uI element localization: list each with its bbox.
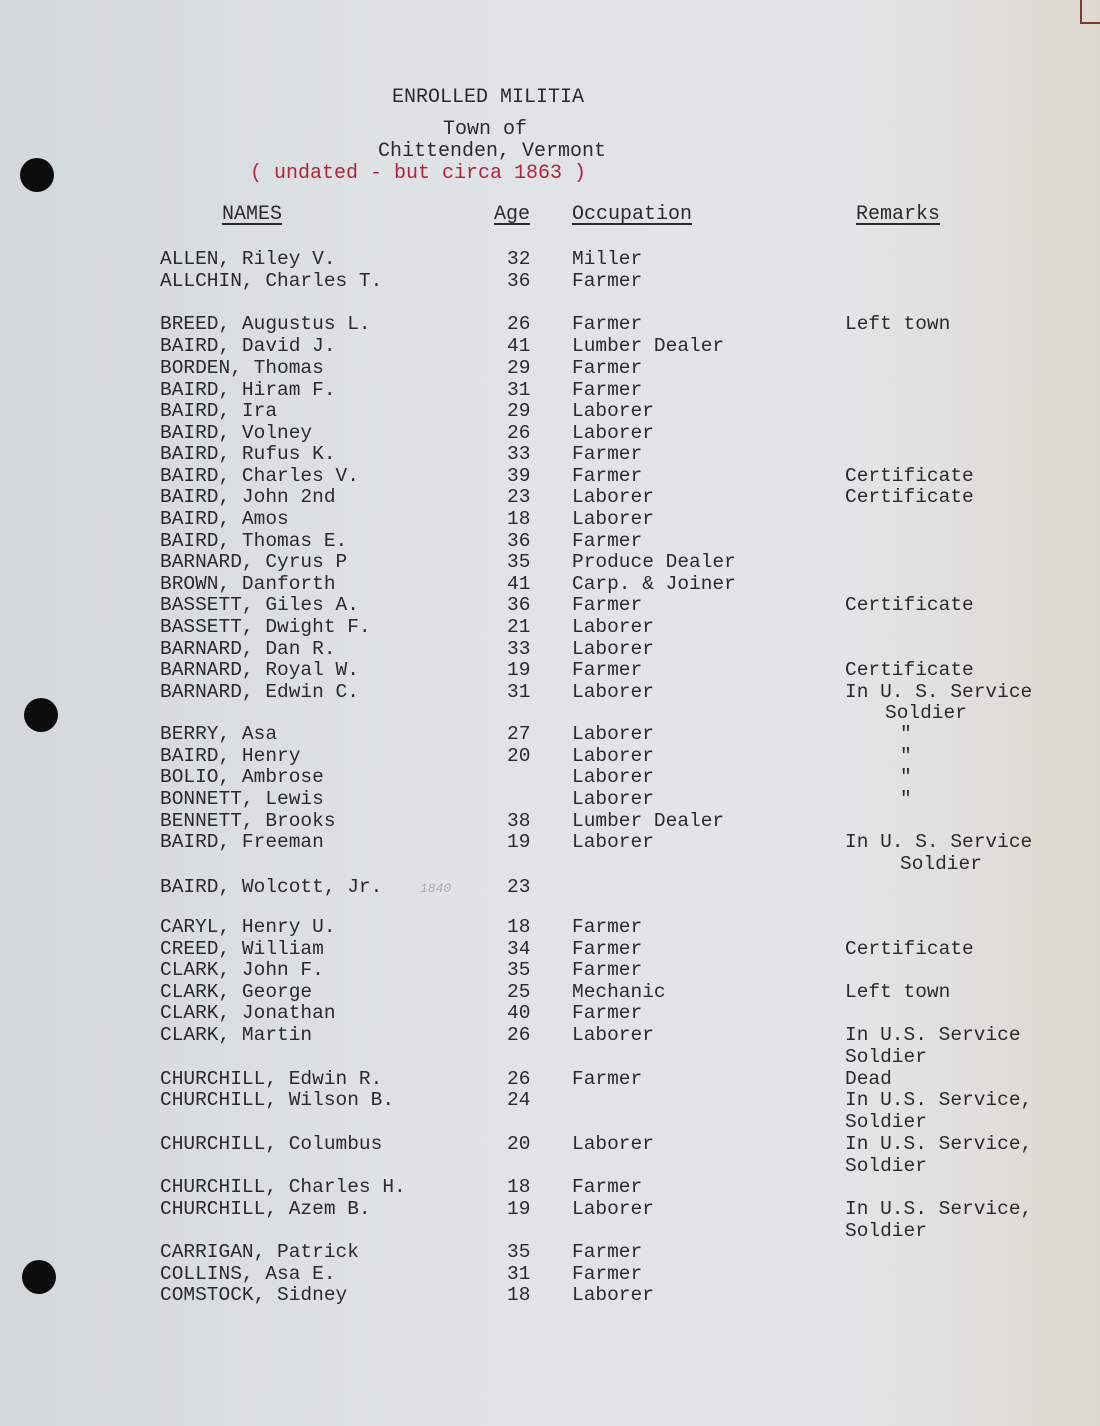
person-occupation: Farmer — [572, 959, 643, 981]
roster-row — [0, 810, 1100, 832]
person-name: BONNETT, Lewis — [160, 788, 324, 810]
roster-row — [0, 616, 1100, 638]
roster-row — [0, 1284, 1100, 1306]
person-age: 19 — [507, 659, 531, 681]
person-remarks: " — [900, 766, 912, 788]
roster-row — [0, 486, 1100, 508]
person-age: 36 — [507, 270, 531, 292]
person-name: CLARK, John F. — [160, 959, 324, 981]
person-remarks: Soldier — [845, 1220, 927, 1242]
person-name: BENNETT, Brooks — [160, 810, 336, 832]
roster-row — [0, 1220, 1100, 1242]
person-age: 41 — [507, 335, 531, 357]
person-remarks: Left town — [845, 313, 951, 335]
roster-row — [0, 1176, 1100, 1198]
person-name: BAIRD, John 2nd — [160, 486, 336, 508]
person-age: 35 — [507, 1241, 531, 1263]
person-name: BARNARD, Dan R. — [160, 638, 336, 660]
person-remarks: Certificate — [845, 465, 974, 487]
person-age: 18 — [507, 1176, 531, 1198]
person-occupation: Laborer — [572, 1198, 654, 1220]
person-age: 36 — [507, 594, 531, 616]
roster-row — [0, 938, 1100, 960]
person-name: BAIRD, Charles V. — [160, 465, 359, 487]
roster-row — [0, 1111, 1100, 1133]
document-title: ENROLLED MILITIA — [392, 86, 585, 109]
person-name: BAIRD, Henry — [160, 745, 301, 767]
person-name: BREED, Augustus L. — [160, 313, 371, 335]
person-remarks: Soldier — [845, 1155, 927, 1177]
roster-row — [0, 702, 1100, 724]
person-age: 18 — [507, 1284, 531, 1306]
person-age: 18 — [507, 508, 531, 530]
person-age: 26 — [507, 1024, 531, 1046]
column-header-occupation: Occupation — [572, 203, 693, 226]
person-age: 39 — [507, 465, 531, 487]
person-remarks: " — [900, 745, 912, 767]
roster-row — [0, 766, 1100, 788]
person-remarks: " — [900, 788, 912, 810]
person-occupation: Farmer — [572, 1263, 643, 1285]
person-occupation: Farmer — [572, 1068, 643, 1090]
person-occupation: Carp. & Joiner — [572, 573, 736, 595]
person-occupation: Laborer — [572, 422, 654, 444]
person-occupation: Laborer — [572, 1024, 654, 1046]
person-age: 38 — [507, 810, 531, 832]
person-occupation: Laborer — [572, 745, 654, 767]
column-header-remarks: Remarks — [856, 203, 941, 226]
person-name: BAIRD, Wolcott, Jr. — [160, 876, 383, 898]
roster-row — [0, 465, 1100, 487]
roster-row — [0, 270, 1100, 292]
roster-row — [0, 659, 1100, 681]
person-age: 19 — [507, 831, 531, 853]
column-header-names: NAMES — [222, 203, 283, 226]
person-age: 34 — [507, 938, 531, 960]
person-remarks: Soldier — [845, 1111, 927, 1133]
person-remarks: " — [900, 723, 912, 745]
person-name: BAIRD, Thomas E. — [160, 530, 348, 552]
person-remarks: Certificate — [845, 486, 974, 508]
person-age: 21 — [507, 616, 531, 638]
person-remarks: In U.S. Service, — [845, 1089, 1033, 1111]
person-name: BAIRD, Freeman — [160, 831, 324, 853]
roster-row — [0, 681, 1100, 703]
roster-row — [0, 723, 1100, 745]
person-remarks: Certificate — [845, 938, 974, 960]
person-name: BASSETT, Dwight F. — [160, 616, 371, 638]
person-name: ALLEN, Riley V. — [160, 248, 336, 270]
person-name: BASSETT, Giles A. — [160, 594, 359, 616]
person-occupation: Farmer — [572, 530, 643, 552]
person-occupation: Farmer — [572, 313, 643, 335]
roster-row — [0, 1198, 1100, 1220]
person-occupation: Laborer — [572, 681, 654, 703]
person-age: 31 — [507, 681, 531, 703]
person-occupation: Farmer — [572, 443, 643, 465]
person-remarks: Soldier — [845, 1046, 927, 1068]
roster-row — [0, 443, 1100, 465]
person-occupation: Farmer — [572, 357, 643, 379]
person-occupation: Farmer — [572, 379, 643, 401]
person-name: CLARK, Martin — [160, 1024, 313, 1046]
roster-row — [0, 573, 1100, 595]
person-occupation: Laborer — [572, 1133, 654, 1155]
person-occupation: Farmer — [572, 938, 643, 960]
person-age: 25 — [507, 981, 531, 1003]
person-age: 35 — [507, 551, 531, 573]
roster-row — [0, 335, 1100, 357]
person-age: 26 — [507, 313, 531, 335]
person-age: 26 — [507, 1068, 531, 1090]
person-name: CHURCHILL, Charles H. — [160, 1176, 406, 1198]
roster-row — [0, 357, 1100, 379]
person-age: 23 — [507, 486, 531, 508]
person-occupation: Produce Dealer — [572, 551, 736, 573]
person-age: 36 — [507, 530, 531, 552]
person-name: BAIRD, David J. — [160, 335, 336, 357]
person-name: BERRY, Asa — [160, 723, 278, 745]
person-age: 33 — [507, 443, 531, 465]
roster-row — [0, 379, 1100, 401]
town-label: Town of — [443, 118, 528, 141]
person-age: 18 — [507, 916, 531, 938]
roster-row — [0, 1155, 1100, 1177]
person-occupation: Lumber Dealer — [572, 335, 725, 357]
roster-row — [0, 916, 1100, 938]
person-name: BARNARD, Cyrus P — [160, 551, 348, 573]
person-occupation: Farmer — [572, 916, 643, 938]
roster-row — [0, 422, 1100, 444]
person-occupation: Miller — [572, 248, 643, 270]
person-remarks: Soldier — [885, 702, 967, 724]
person-occupation: Farmer — [572, 1176, 643, 1198]
person-occupation: Laborer — [572, 831, 654, 853]
roster-row — [0, 959, 1100, 981]
person-name: BOLIO, Ambrose — [160, 766, 324, 788]
roster-row — [0, 1002, 1100, 1024]
roster-row — [0, 853, 1100, 875]
person-occupation: Laborer — [572, 788, 654, 810]
person-occupation: Farmer — [572, 270, 643, 292]
person-occupation: Farmer — [572, 1002, 643, 1024]
person-age: 33 — [507, 638, 531, 660]
person-name: CHURCHILL, Columbus — [160, 1133, 383, 1155]
roster-row — [0, 508, 1100, 530]
roster-row — [0, 400, 1100, 422]
person-name: CLARK, George — [160, 981, 313, 1003]
person-name: BROWN, Danforth — [160, 573, 336, 595]
punch-hole — [20, 158, 54, 192]
person-occupation: Laborer — [572, 1284, 654, 1306]
roster-row — [0, 1241, 1100, 1263]
roster-row — [0, 248, 1100, 270]
person-name: CHURCHILL, Azem B. — [160, 1198, 371, 1220]
person-remarks: Left town — [845, 981, 951, 1003]
person-remarks: Certificate — [845, 659, 974, 681]
roster-row — [0, 1263, 1100, 1285]
person-age: 26 — [507, 422, 531, 444]
person-age: 20 — [507, 1133, 531, 1155]
roster-row — [0, 981, 1100, 1003]
person-remarks: In U. S. Service — [845, 681, 1033, 703]
person-occupation: Mechanic — [572, 981, 666, 1003]
roster-row — [0, 1068, 1100, 1090]
roster-row — [0, 876, 1100, 898]
person-age: 20 — [507, 745, 531, 767]
person-occupation: Laborer — [572, 723, 654, 745]
person-occupation: Lumber Dealer — [572, 810, 725, 832]
person-age: 41 — [507, 573, 531, 595]
roster-row — [0, 745, 1100, 767]
roster-row — [0, 594, 1100, 616]
person-remarks: Certificate — [845, 594, 974, 616]
roster-row — [0, 1133, 1100, 1155]
person-occupation: Farmer — [572, 594, 643, 616]
person-age: 31 — [507, 379, 531, 401]
person-name: ALLCHIN, Charles T. — [160, 270, 383, 292]
person-name: BARNARD, Royal W. — [160, 659, 359, 681]
person-age: 19 — [507, 1198, 531, 1220]
person-name: BORDEN, Thomas — [160, 357, 324, 379]
person-remarks: In U. S. Service — [845, 831, 1033, 853]
person-age: 29 — [507, 357, 531, 379]
person-remarks: Soldier — [900, 853, 982, 875]
person-name: COLLINS, Asa E. — [160, 1263, 336, 1285]
folded-corner — [1080, 0, 1100, 24]
person-name: BAIRD, Rufus K. — [160, 443, 336, 465]
person-age: 40 — [507, 1002, 531, 1024]
person-name: CARYL, Henry U. — [160, 916, 336, 938]
person-name: BARNARD, Edwin C. — [160, 681, 359, 703]
person-name: BAIRD, Volney — [160, 422, 313, 444]
person-occupation: Farmer — [572, 465, 643, 487]
person-occupation: Laborer — [572, 400, 654, 422]
person-name: CHURCHILL, Wilson B. — [160, 1089, 395, 1111]
roster-row — [0, 530, 1100, 552]
roster-row — [0, 551, 1100, 573]
person-age: 23 — [507, 876, 531, 898]
person-remarks: In U.S. Service — [845, 1024, 1021, 1046]
person-age: 24 — [507, 1089, 531, 1111]
person-name: BAIRD, Amos — [160, 508, 289, 530]
person-remarks: In U.S. Service, — [845, 1198, 1033, 1220]
person-age: 27 — [507, 723, 531, 745]
person-remarks: In U.S. Service, — [845, 1133, 1033, 1155]
person-name: CREED, William — [160, 938, 324, 960]
person-name: BAIRD, Hiram F. — [160, 379, 336, 401]
person-name: CHURCHILL, Edwin R. — [160, 1068, 383, 1090]
roster-row — [0, 638, 1100, 660]
roster-row — [0, 1046, 1100, 1068]
person-name: CLARK, Jonathan — [160, 1002, 336, 1024]
person-occupation: Farmer — [572, 1241, 643, 1263]
person-occupation: Laborer — [572, 508, 654, 530]
column-header-age: Age — [494, 203, 531, 226]
person-name: BAIRD, Ira — [160, 400, 278, 422]
roster-row — [0, 313, 1100, 335]
roster-row — [0, 831, 1100, 853]
person-occupation: Laborer — [572, 766, 654, 788]
person-age: 35 — [507, 959, 531, 981]
roster-row — [0, 1024, 1100, 1046]
person-occupation: Laborer — [572, 616, 654, 638]
person-age: 29 — [507, 400, 531, 422]
person-occupation: Laborer — [572, 638, 654, 660]
roster-row — [0, 1089, 1100, 1111]
person-age: 32 — [507, 248, 531, 270]
person-name: CARRIGAN, Patrick — [160, 1241, 359, 1263]
person-occupation: Laborer — [572, 486, 654, 508]
person-age: 31 — [507, 1263, 531, 1285]
town-name: Chittenden, Vermont — [378, 140, 607, 163]
pencil-annotation: 1840 — [420, 881, 452, 896]
date-note: ( undated - but circa 1863 ) — [250, 162, 587, 185]
roster-row — [0, 788, 1100, 810]
person-name: COMSTOCK, Sidney — [160, 1284, 348, 1306]
person-remarks: Dead — [845, 1068, 892, 1090]
person-occupation: Farmer — [572, 659, 643, 681]
